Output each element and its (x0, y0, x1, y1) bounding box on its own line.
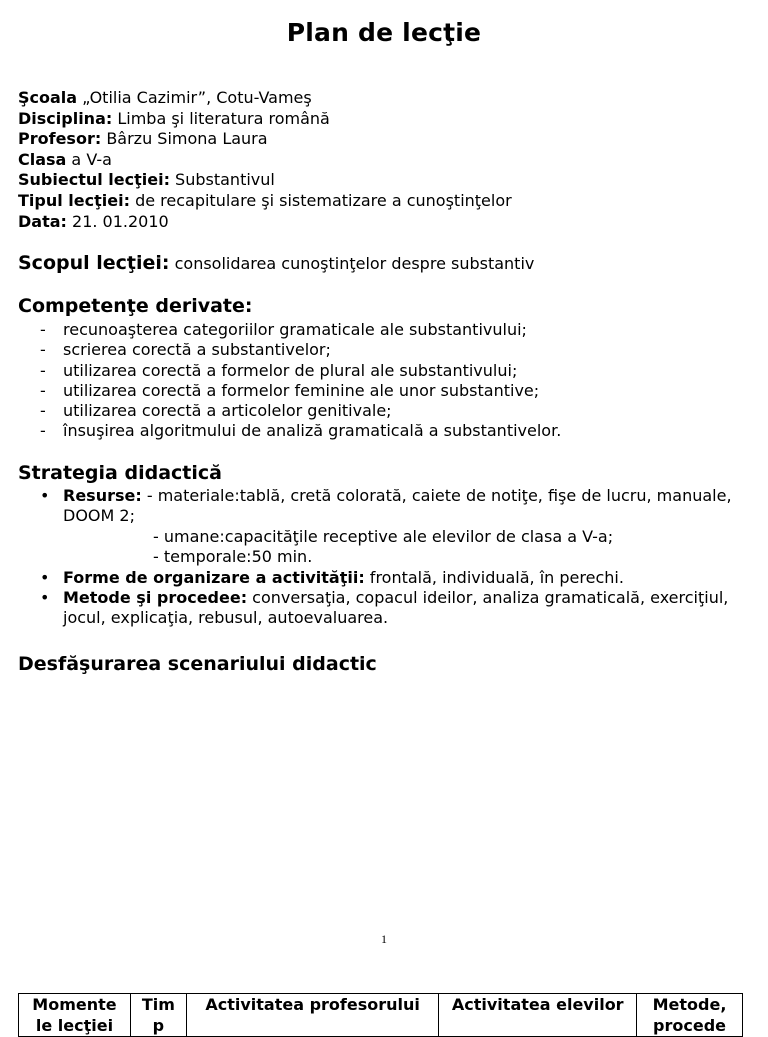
scope-label: Scopul lecţiei: (18, 252, 170, 274)
lesson-info (18, 88, 512, 232)
competences-heading: Competenţe derivate: (18, 295, 253, 317)
scenario-table (18, 993, 743, 1037)
info-label: Clasa (18, 149, 67, 169)
methods-value: conversaţia, copacul ideilor, analiza gramaticală, exerciţiul, jocul, explicaţia, rebusul, autoevaluarea. (63, 588, 729, 628)
info-value: „Otilia Cazimir”, Cotu-Vameş (77, 88, 312, 107)
resources-time: - temporale:50 min. (153, 547, 313, 567)
forms-label: Forme de organizare a activităţii: (63, 567, 365, 587)
info-teacher (18, 129, 512, 150)
column-header: Tim p (130, 994, 186, 1037)
list-item-text: recunoaşterea categoriilor gramaticale ale substantivului; (63, 320, 527, 339)
info-subject (18, 170, 512, 191)
info-type (18, 191, 512, 212)
list-item: - utilizarea corectă a formelor feminine ale unor substantive; (40, 380, 540, 400)
list-item-text: utilizarea corectă a formelor de plural ale substantivului; (63, 360, 518, 380)
scope-line (18, 252, 534, 274)
document-title: Plan de lecţie (286, 18, 482, 47)
strategy-heading: Strategia didactică (18, 462, 222, 484)
info-value: Substantivul (169, 170, 275, 190)
info-label: Profesor: (18, 129, 102, 149)
resources-label: Resurse: (63, 486, 142, 505)
list-item: - utilizarea corectă a formelor de plural ale substantivului; (40, 360, 518, 380)
bullet-icon: • (40, 588, 50, 608)
info-label: Şcoala (18, 88, 78, 107)
scenario-heading: Desfăşurarea scenariului didactic (18, 653, 377, 675)
methods-item (40, 588, 740, 629)
methods-label: Metode şi procedee: (63, 588, 248, 608)
info-date (18, 212, 512, 233)
list-item: - utilizarea corectă a articolelor genitivale; (40, 401, 392, 421)
info-value: de recapitulare şi sistematizare a cunoştinţelor (129, 190, 512, 210)
info-discipline (18, 109, 512, 130)
strategy-list (40, 486, 740, 629)
list-item-text: scrierea corectă a substantivelor; (63, 340, 331, 360)
list-item: - scrierea corectă a substantivelor; (40, 340, 331, 360)
forms-item (40, 568, 740, 588)
page-number: 1 (381, 932, 387, 946)
list-item-text: utilizarea corectă a formelor feminine ale unor substantive; (63, 380, 540, 400)
info-value: a V-a (66, 149, 112, 169)
bullet-icon: • (40, 567, 50, 587)
info-value: Limba şi literatura română (112, 108, 330, 128)
info-label: Tipul lecţiei: (18, 190, 130, 210)
info-school (18, 88, 512, 109)
column-header: Activitatea profesorului (186, 994, 439, 1037)
column-header: Metode, procede (637, 994, 743, 1037)
resources-item (40, 486, 740, 568)
info-value: 21. 01.2010 (66, 211, 169, 231)
info-label: Subiectul lecţiei: (18, 170, 170, 190)
resources-human: - umane:capacităţile receptive ale elevilor de clasa a V-a; (153, 526, 614, 546)
info-class (18, 150, 512, 171)
list-item-text: utilizarea corectă a articolelor genitivale; (63, 401, 392, 421)
competences-list (40, 320, 561, 442)
column-header: Momente le lecţiei (19, 994, 131, 1037)
bullet-icon: • (40, 486, 50, 505)
info-value: Bârzu Simona Laura (101, 129, 268, 149)
info-label: Disciplina: (18, 108, 113, 128)
forms-value: frontală, individuală, în perechi. (364, 567, 624, 587)
list-item: - recunoaşterea categoriilor gramaticale ale substantivului; (40, 320, 527, 339)
list-item-text: însuşirea algoritmului de analiză gramaticală a substantivelor. (63, 421, 562, 441)
list-item: - însuşirea algoritmului de analiză gramaticală a substantivelor. (40, 421, 562, 441)
info-label: Data: (18, 211, 67, 231)
scope-value: consolidarea cunoştinţelor despre substantiv (169, 254, 535, 273)
column-header: Activitatea elevilor (439, 994, 637, 1037)
resources-value: - materiale:tablă, cretă colorată, caiete de notiţe, fişe de lucru, manuale, DOOM 2; (63, 486, 732, 526)
table-header-row (19, 994, 743, 1037)
